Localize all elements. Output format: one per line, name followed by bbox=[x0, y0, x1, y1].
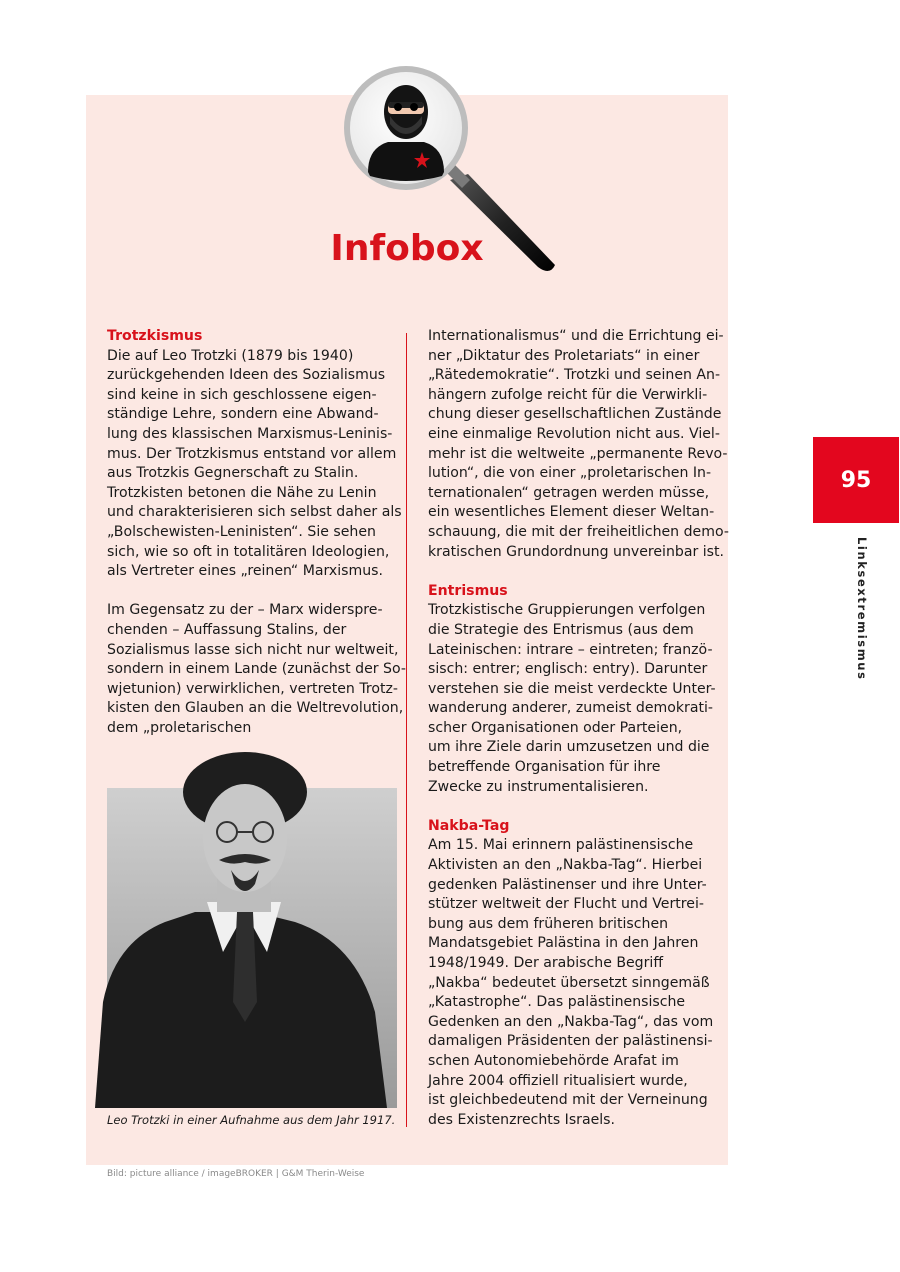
column-divider bbox=[406, 333, 407, 1127]
infobox-title: Infobox bbox=[330, 228, 484, 269]
page-number: 95 bbox=[840, 467, 872, 493]
paragraph-nakba-tag: Am 15. Mai erinnern palästinensische Aktivisten an den „Nakba-Tag“. Hierbei gedenken Palästinenser und ihre Unter- stützer weltweit der Flucht und Vertrei- bung aus dem früheren britischen Mandatsgebiet Palästina in den Jahren 1948/1949. Der arabische Begriff „Nakba“ bedeutet übersetzt sinngemäß „Katastrophe“. Das palästinensische Gedenken an den „Nakba-Tag“, das vom damaligen Präsidenten der palästinensi- schen Autonomiebehörde Arafat im Jahre 2004 offiziell ritualisiert wurde, ist gleichbedeutend mit der Verneinung des Existenzrechts Israels. bbox=[428, 837, 714, 1128]
heading-trotzkismus: Trotzkismus bbox=[107, 328, 203, 344]
paragraph-entrismus: Trotzkistische Gruppierungen verfolgen die Strategie des Entrismus (aus dem Lateinischen: intrare – eintreten; franzö- sisch: entrer; englisch: entry). Darunter verstehen sie die meist verdeckte Unter- wanderung anderer, zumeist demokrati- scher Organisationen oder Parteien, um ihre Ziele darin umzusetzen und die betreffende Organisation für ihre Zwecke zu instrumentalisieren. bbox=[428, 602, 716, 795]
photo-caption: Leo Trotzki in einer Aufnahme aus dem Jahr 1917. bbox=[107, 1113, 396, 1127]
paragraph-trotzkismus-2: Im Gegensatz zu der – Marx widerspre- chenden – Auffassung Stalins, der Sozialismus lasse sich nicht nur weltweit, sondern in einem Lande (zunächst der So- wjetunion) verwirklichen, vertreten Trotz- kisten den Glauben an die Weltrevolution, dem „proletarischen bbox=[107, 602, 406, 736]
photo-leo-trotzki bbox=[95, 752, 397, 1108]
page-number-tab bbox=[813, 437, 899, 523]
image-credit: Bild: picture alliance / imageBROKER | G&M Therin-Weise bbox=[107, 1169, 365, 1179]
right-column bbox=[428, 327, 729, 1130]
paragraph-trotzkismus-1: Die auf Leo Trotzki (1879 bis 1940) zurückgehenden Ideen des Sozialismus sind keine in sich geschlossene eigen- ständige Lehre, sondern eine Abwand- lung des klassischen Marxismus-Leninis- mus. Der Trotzkismus entstand vor allem aus Trotzkis Gegnerschaft zu Stalin. Trotzkisten betonen die Nähe zu Lenin und charakterisieren sich selbst daher als „Bolschewisten-Leninisten“. Sie sehen sich, wie so oft in totalitären Ideologien, als Vertreter eines „reinen“ Marxismus. bbox=[107, 347, 402, 580]
heading-entrismus: Entrismus bbox=[428, 582, 508, 599]
section-label: Linksextremismus bbox=[855, 537, 869, 681]
heading-nakba-tag: Nakba-Tag bbox=[428, 817, 510, 834]
left-column bbox=[107, 327, 406, 738]
paragraph-trotzkismus-3: Internationalismus“ und die Errichtung ei- ner „Diktatur des Proletariats“ in einer „Rätedemokratie“. Trotzki und seinen An- hängern zufolge reicht für die Verwirkli- chung dieser gesellschaftlichen Zustände eine einmalige Revolution nicht aus. Viel- mehr ist die weltweite „permanente Revo- lution“, die von einer „proletarischen In- ternationalen“ getragen werden müsse, ein wesentliches Element dieser Weltan- schauung, die mit der freiheitlichen demo- kratischen Grundordnung unvereinbar ist. bbox=[428, 328, 729, 560]
